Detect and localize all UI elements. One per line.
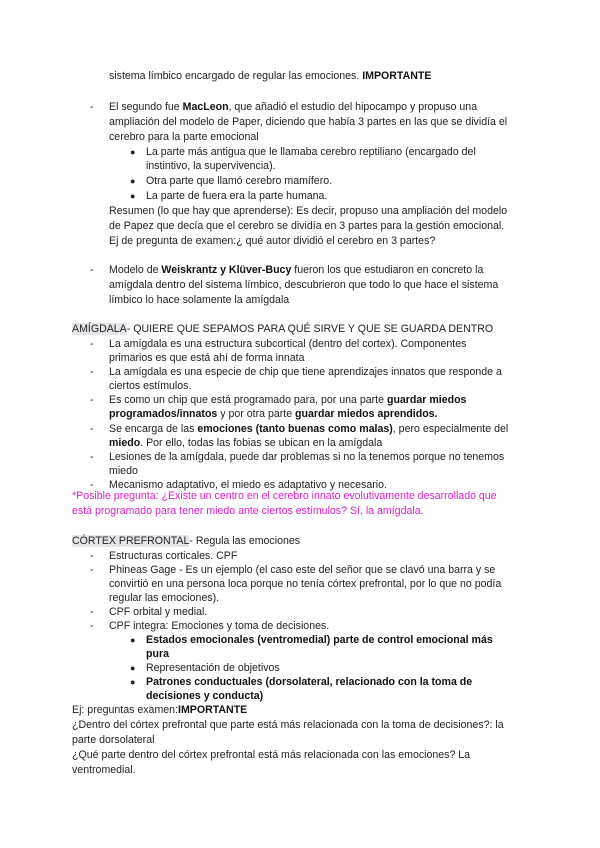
amigdala-item-6: Mecanismo adaptativo, el miedo es adaptativo y necesario. — [109, 479, 387, 491]
macleon-line-3: cerebro para la parte emocional — [109, 131, 259, 143]
amigdala-item-4a: Se encarga de las emociones (tanto buenas como malas), pero especialmente del — [109, 423, 509, 435]
cortex-item-1: Estructuras corticales. CPF — [109, 550, 238, 562]
list-dash: - — [90, 264, 94, 276]
cortex-item-4: CPF integra: Emociones y toma de decisiones. — [109, 620, 330, 632]
summary-line-1: Resumen (lo que hay que aprenderse): Es decir, propuso una ampliación del modelo — [109, 205, 508, 217]
exam-question-1b: parte dorsolateral — [72, 734, 155, 746]
list-dash: - — [90, 423, 94, 435]
macleon-line-1: El segundo fue MacLeon, que añadió el estudio del hipocampo y propuso una — [109, 101, 478, 113]
list-dash: - — [90, 479, 94, 491]
cortex-bullet-3a: Patrones conductuales (dorsolateral, relacionado con la toma de — [146, 676, 473, 688]
bullet-dot: ● — [130, 147, 136, 157]
list-dash: - — [90, 620, 94, 632]
bullet-dot: ● — [130, 677, 136, 687]
list-dash: - — [90, 394, 94, 406]
amigdala-item-2b: ciertos estímulos. — [109, 380, 192, 392]
amigdala-item-2a: La amígdala es una especie de chip que tiene aprendizajes innatos que responde a — [109, 366, 502, 378]
cortex-bullet-1a: Estados emocionales (ventromedial) parte de control emocional más — [146, 634, 493, 646]
list-dash: - — [90, 606, 94, 618]
list-dash: - — [90, 101, 94, 113]
bullet-dot: ● — [130, 176, 136, 186]
macleon-bullet-1a: La parte más antigua que le llamaba cerebro reptiliano (encargado del — [146, 146, 476, 158]
list-dash: - — [90, 451, 94, 463]
cortex-bullet-3b: decisiones y conducta) — [146, 690, 264, 702]
bullet-dot: ● — [130, 663, 136, 673]
possible-question-1: *Posible pregunta: ¿Existe un centro en el cerebro innato evolutivamente desarrollado que — [72, 490, 497, 502]
amigdala-item-5b: miedo — [109, 465, 138, 477]
bullet-dot: ● — [130, 635, 136, 645]
cortex-heading: CÓRTEX PREFRONTAL- Regula las emociones — [72, 535, 301, 547]
amigdala-item-1b: primarios es que está ahí de forma innata — [109, 352, 305, 364]
amigdala-item-3a: Es como un chip que está programado para, por una parte guardar miedos — [109, 394, 467, 406]
cortex-item-3: CPF orbital y medial. — [109, 606, 208, 618]
amigdala-heading: AMÍGDALA- QUIERE QUE SEPAMOS PARA QUÉ SIRVE Y QUE SE GUARDA DENTRO — [72, 323, 494, 335]
amigdala-item-3b: programados/innatos y por otra parte guardar miedos aprendidos. — [109, 408, 438, 420]
macleon-bullet-1b: instintivo, la supervivencia). — [146, 160, 276, 172]
summary-line-3: Ej de pregunta de examen:¿ qué autor dividió el cerebro en 3 partes? — [109, 235, 436, 247]
cortex-item-2a: Phineas Gage - Es un ejemplo (el caso este del señor que se clavó una barra y se — [109, 564, 496, 576]
list-dash: - — [90, 338, 94, 350]
list-dash: - — [90, 366, 94, 378]
amigdala-item-5a: Lesiones de la amígdala, puede dar problemas si no la tenemos porque no tenemos — [109, 451, 505, 463]
cortex-item-2c: regular las emociones). — [109, 592, 220, 604]
exam-question-2a: ¿Qué parte dentro del córtex prefrontal está más relacionada con las emociones? La — [72, 749, 471, 761]
bullet-dot: ● — [130, 191, 136, 201]
wk-line-1: Modelo de Weiskrantz y Klüver-Bucy fueron los que estudiaron en concreto la — [109, 264, 484, 276]
cortex-bullet-2: Representación de objetivos — [146, 662, 280, 674]
wk-line-3: límbico lo hace solamente la amígdala — [109, 294, 290, 306]
macleon-bullet-3: La parte de fuera era la parte humana. — [146, 190, 328, 202]
amigdala-item-4b: miedo. Por ello, todas las fobias se ubican en la amígdala — [109, 437, 383, 449]
summary-line-2: de Papez que decía que el cerebro se dividía en 3 partes para la gestión emocional. — [109, 220, 505, 232]
list-dash: - — [90, 550, 94, 562]
list-dash: - — [90, 564, 94, 576]
possible-question-2: está programado para tener miedo ante ciertos estímulos? Sí, la amígdala. — [72, 505, 424, 517]
amigdala-item-1a: La amígdala es una estructura subcortical (dentro del cortex). Componentes — [109, 338, 467, 350]
macleon-bullet-2: Otra parte que llamó cerebro mamífero. — [146, 175, 333, 187]
intro-line: sistema límbico encargado de regular las emociones. IMPORTANTE — [109, 70, 432, 82]
macleon-line-2: ampliación del modelo de Paper, diciendo que había 3 partes en las que se dividía el — [109, 116, 508, 128]
exam-question-2b: ventromedial. — [72, 764, 136, 776]
exam-questions-label: Ej: preguntas examen:IMPORTANTE — [72, 704, 248, 716]
exam-question-1a: ¿Dentro del córtex prefrontal que parte está más relacionada con la toma de decisiones?: la — [72, 719, 504, 731]
cortex-bullet-1b: pura — [146, 648, 169, 660]
wk-line-2: amígdala dentro del sistema límbico, descubrieron que todo lo que hace el sistema — [109, 279, 499, 291]
cortex-item-2b: convirtió en una persona loca porque no tenía córtex prefrontal, por lo que no podía — [109, 578, 502, 590]
